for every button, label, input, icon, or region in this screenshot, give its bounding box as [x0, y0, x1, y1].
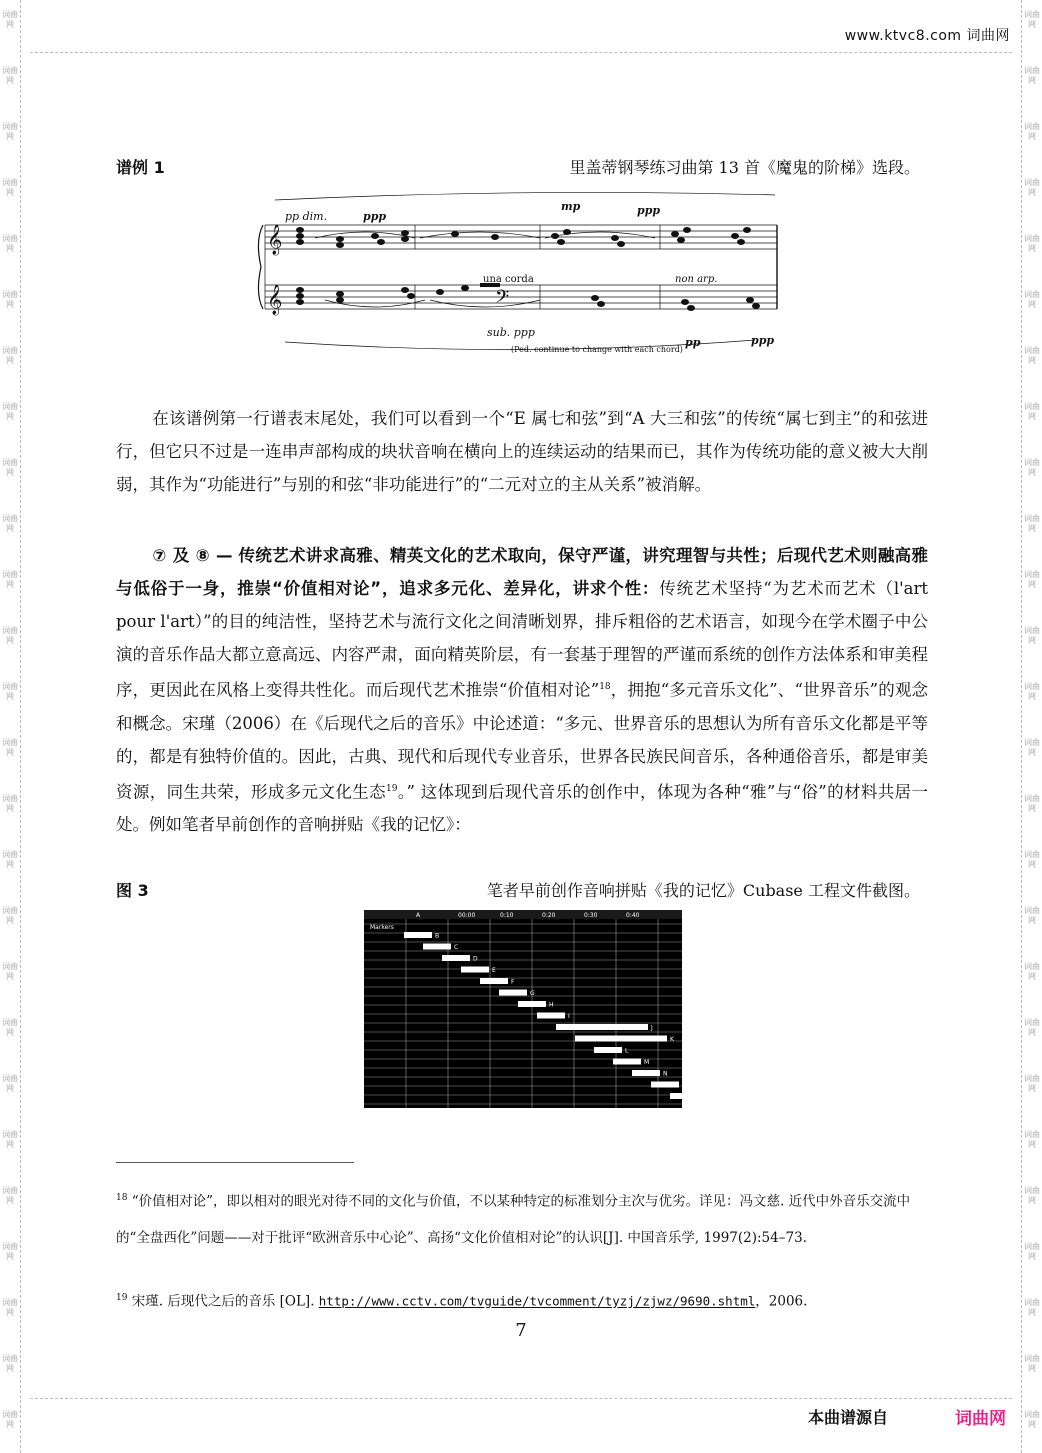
watermark-strip-label: 词曲网	[2, 962, 18, 981]
svg-text:𝄢: 𝄢	[495, 287, 510, 312]
svg-text:mp: mp	[561, 200, 581, 213]
watermark-strip-label: 词曲网	[1024, 290, 1040, 309]
watermark-strip-label: 词曲网	[1024, 178, 1040, 197]
audio-event-label: F	[511, 978, 515, 986]
watermark-strip-label: 词曲网	[2, 122, 18, 141]
figure-caption: 笔者早前创作音响拼贴《我的记忆》Cubase 工程文件截图。	[486, 881, 920, 900]
ruler-label: A	[416, 912, 421, 919]
audio-event	[480, 978, 508, 984]
footnote-19-link[interactable]: http://www.cctv.com/tvguide/tvcomment/tyzj/zjwz/9690.shtml	[318, 1293, 756, 1309]
audio-event-label: E	[492, 967, 496, 974]
example-caption: 里盖蒂钢琴练习曲第 13 首《魔鬼的阶梯》选段。	[569, 158, 920, 177]
watermark-strip-label: 词曲网	[1024, 1410, 1040, 1429]
audio-event-label: M	[644, 1059, 650, 1066]
svg-text:non arp.: non arp.	[675, 274, 718, 285]
svg-text:ppp: ppp	[363, 210, 387, 223]
svg-text:pp: pp	[685, 336, 701, 349]
watermark-strip-label: 词曲网	[1024, 794, 1040, 813]
audio-event	[423, 944, 451, 950]
watermark-strip-label: 词曲网	[1024, 66, 1040, 85]
watermark-strip-label: 词曲网	[1024, 514, 1040, 533]
watermark-strip-label: 词曲网	[1024, 1130, 1040, 1149]
watermark-strip-label: 词曲网	[1024, 1018, 1040, 1037]
footnote-19: $^{19}$ 宋瑾. 后现代之后的音乐 [OL]. http://www.cctv.com/tvguide/tvcomment/tyzj/zjwz/9690.shtml，2006.	[116, 1293, 808, 1310]
watermark-strip-label: 词曲网	[2, 346, 18, 365]
header-site-watermark: www.ktvc8.com 词曲网	[844, 28, 1010, 44]
footer-rule	[30, 1398, 1012, 1399]
audio-event	[613, 1059, 641, 1065]
svg-text:sub. ppp: sub. ppp	[487, 326, 535, 339]
watermark-strip-label: 词曲网	[1024, 682, 1040, 701]
example-label: 谱例 1	[116, 158, 165, 177]
footnote-18: $^{18}$ “价值相对论”，即以相对的眼光对待不同的文化与价值，不以某种特定的标准划分主次与优劣。详见：冯文慈. 近代中外音乐交流中的“全盘西化”问题——对于批评“欧洲音乐中心论”、高扬“文化价值相对论”的认识[J]. 中国音乐学, 1997(2):54–73.	[116, 1193, 911, 1246]
ruler-label: 0:10	[500, 912, 514, 919]
footer-source-label: 本曲谱源自	[808, 1408, 889, 1427]
left-watermark-strip	[0, 0, 21, 1453]
watermark-strip-label: 词曲网	[2, 1130, 18, 1149]
watermark-strip-label: 词曲网	[2, 1410, 18, 1429]
audio-event-label: D	[473, 955, 478, 963]
music-score-excerpt	[255, 190, 785, 360]
audio-event-label: B	[435, 932, 440, 940]
ruler-label: 0:40	[626, 912, 640, 919]
audio-event-label: J	[651, 1024, 653, 1032]
audio-event	[670, 1093, 698, 1099]
audio-event-label: O	[682, 1082, 687, 1089]
watermark-strip-label: 词曲网	[2, 682, 18, 701]
watermark-strip-label: 词曲网	[1024, 402, 1040, 421]
watermark-strip-label: 词曲网	[1024, 458, 1040, 477]
audio-event	[575, 1036, 667, 1042]
watermark-strip-label: 词曲网	[1024, 1354, 1040, 1373]
watermark-strip-label: 词曲网	[1024, 234, 1040, 253]
paragraph-2: ⑦ 及 ⑧ — 传统艺术讲求高雅、精英文化的艺术取向，保守严谨，讲究理智与共性；后现代艺术则融高雅与低俗于一身，推崇“价值相对论”，追求多元化、差异化，讲求个性：传统艺术坚持“为艺术而艺术（l'art pour l'art）”的目的纯洁性，坚持艺术与流行文化之间清晰划界，排斥粗俗的艺术语言，如现今在学术圈子中公演的音乐作品大都立意高远、内容严肃，面向精英阶层，有一套基于理智的严谨而系统的创作方法体系和审美程序，更因此在风格上变得共性化。而后现代艺术推崇“价值相对论”$^{18}$，拥抱“多元音乐文化”、“世界音乐”的观念和概念。宋瑾（2006）在《后现代之后的音乐》中论述道：“多元、世界音乐的思想认为所有音乐文化都是平等的，都是有独特价值的。因此，古典、现代和后现代专业音乐，世界各民族民间音乐，各种通俗音乐，都是审美资源，同生共荣，形成多元文化生态$^{19}$。” 这体现到后现代音乐的创作中，体现为各种“雅”与“俗”的材料共居一处。例如笔者早前创作的音响拼贴《我的记忆》：	[116, 546, 929, 834]
svg-text:(Ped. continue to change with: (Ped. continue to change with each chord)	[511, 345, 683, 354]
svg-text:𝄞: 𝄞	[267, 225, 283, 255]
audio-event	[556, 1024, 648, 1030]
audio-event-label: L	[625, 1047, 629, 1055]
audio-event	[651, 1082, 679, 1088]
svg-text:ppp: ppp	[637, 204, 661, 217]
svg-text:una corda: una corda	[483, 274, 534, 285]
watermark-strip-label: 词曲网	[2, 1354, 18, 1373]
paragraph-2-heading: ⑦ 及 ⑧ — 传统艺术讲求高雅、精英文化的艺术取向，保守严谨，讲究理智与共性；后现代艺术则融高雅与低俗于一身，推崇“价值相对论”，追求多元化、差异化，讲求个性：	[116, 546, 928, 598]
watermark-strip-label: 词曲网	[2, 626, 18, 645]
right-watermark-strip	[1021, 0, 1042, 1453]
watermark-strip-label: 词曲网	[1024, 906, 1040, 925]
audio-event-label: P	[701, 1093, 705, 1101]
watermark-strip-label: 词曲网	[1024, 1074, 1040, 1093]
header-rule	[30, 52, 1012, 53]
figure-label: 图 3	[116, 881, 149, 900]
watermark-strip-label: 词曲网	[2, 738, 18, 757]
watermark-strip-label: 词曲网	[1024, 570, 1040, 589]
watermark-strip-label: 词曲网	[2, 850, 18, 869]
watermark-strip-label: 词曲网	[2, 458, 18, 477]
ruler-label: 0:20	[542, 912, 556, 919]
watermark-strip-label: 词曲网	[2, 178, 18, 197]
audio-event	[632, 1070, 660, 1076]
watermark-strip-label: 词曲网	[2, 290, 18, 309]
watermark-strip-label: 词曲网	[2, 570, 18, 589]
audio-event-label: H	[549, 1001, 554, 1009]
watermark-strip-label: 词曲网	[2, 514, 18, 533]
ruler-label: 0:30	[584, 912, 598, 919]
ruler-label: 00:00	[458, 912, 476, 919]
svg-text:ppp: ppp	[751, 334, 775, 347]
watermark-strip-label: 词曲网	[2, 794, 18, 813]
page-number: 7	[515, 1320, 527, 1341]
paragraph-1: 在该谱例第一行谱表末尾处，我们可以看到一个“E 属七和弦”到“A 大三和弦”的传统“属七到主”的和弦进行，但它只不过是一连串声部构成的块状音响在横向上的连续运动的结果而已，其作为传统功能的意义被大大削弱，其作为“功能进行”与别的和弦“非功能进行”的“二元对立的主从关系”被消解。	[116, 409, 928, 494]
footnote-rule	[116, 1162, 354, 1163]
watermark-strip-label: 词曲网	[2, 10, 18, 29]
audio-event-label: K	[670, 1036, 674, 1043]
cubase-project-screenshot	[364, 910, 705, 1108]
footer-brand-logo[interactable]: 词曲网	[955, 1409, 1006, 1429]
watermark-strip-label: 词曲网	[1024, 850, 1040, 869]
watermark-strip-label: 词曲网	[1024, 346, 1040, 365]
audio-event-label: N	[663, 1070, 668, 1078]
watermark-strip-label: 词曲网	[2, 1074, 18, 1093]
watermark-strip-label: 词曲网	[1024, 738, 1040, 757]
watermark-strip-label: 词曲网	[1024, 1186, 1040, 1205]
audio-event-label: I	[568, 1013, 570, 1020]
audio-event	[537, 1013, 565, 1019]
watermark-strip-label: 词曲网	[2, 402, 18, 421]
audio-event	[442, 955, 470, 961]
watermark-strip-label: 词曲网	[2, 906, 18, 925]
watermark-strip-label: 词曲网	[2, 1018, 18, 1037]
audio-event-label: G	[530, 990, 535, 997]
watermark-strip-label: 词曲网	[1024, 1298, 1040, 1317]
watermark-strip-label: 词曲网	[2, 1298, 18, 1317]
watermark-strip-label: 词曲网	[2, 66, 18, 85]
svg-text:𝄞: 𝄞	[267, 285, 283, 315]
audio-event	[499, 990, 527, 996]
watermark-strip-label: 词曲网	[1024, 1242, 1040, 1261]
watermark-strip-label: 词曲网	[2, 1186, 18, 1205]
watermark-strip-label: 词曲网	[1024, 626, 1040, 645]
svg-text:pp dim.: pp dim.	[285, 210, 328, 223]
watermark-strip-label: 词曲网	[2, 234, 18, 253]
audio-event	[594, 1047, 622, 1053]
watermark-strip-label: 词曲网	[1024, 10, 1040, 29]
audio-event	[461, 967, 489, 973]
watermark-strip-label: 词曲网	[2, 1242, 18, 1261]
audio-event-label: C	[454, 944, 459, 951]
marker-track-label: Markers	[370, 924, 394, 931]
watermark-strip-label: 词曲网	[1024, 122, 1040, 141]
audio-event	[518, 1001, 546, 1007]
watermark-strip-label: 词曲网	[1024, 962, 1040, 981]
audio-event	[404, 932, 432, 938]
